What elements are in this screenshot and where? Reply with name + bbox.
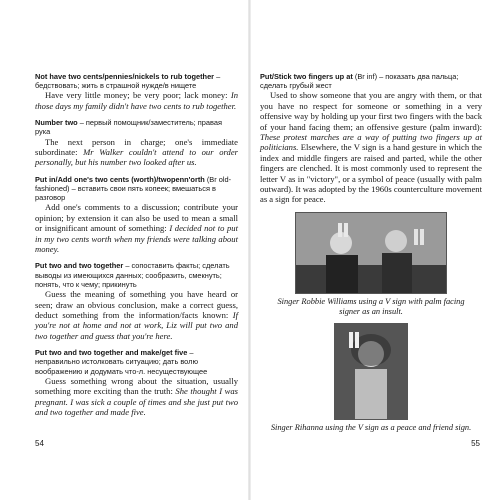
entry-definition-continued: Elsewhere, the V sign is a hand gesture in which the index and middle fingers are raised and parted, while the other fingers are clenched. It is most commonly used to represent the letter V as in "victory", or a symbol of peace (usually with palm outward). It was adopted by the 1960s counterculture movement as a sign for peace. (260, 142, 482, 205)
photo-caption: Singer Rihanna using the V sign as a peace and friend sign. (270, 422, 472, 432)
photo-rihanna (334, 323, 408, 420)
entry-example: These protest marches are a way of putting two fingers up at politicians. (260, 132, 482, 153)
entry-definition: Guess the meaning of something you have heard or seen; draw an obvious conclusion, make a correct guess, deduct something from the information/facts known: (35, 289, 238, 320)
photo-icon (296, 213, 446, 293)
dictionary-entry (260, 72, 482, 205)
entry-definition: Guess something wrong about the situation, usually something more exciting than the truth: (35, 375, 238, 397)
entry-headword: Put two and two together and make/get five (35, 348, 188, 358)
entry-definition: Used to show someone that you are angry with them, or that you have no respect for someone or something in a very offensive way by holding up your first two fingers with the back of your hand facing them; an offensive gesture (palm inward): (260, 90, 482, 132)
entry-headword: Put/Stick two fingers up at (260, 72, 353, 81)
entry-example: In those days my family didn't have two cents to rub together. (35, 90, 238, 111)
entry-definition: Add one's comments to a discussion; contribute your opinion; by extension it can also be used to mean a small or insignificant amount of something: (35, 202, 238, 234)
entry-headword: Put in/Add one's two cents (worth)/twopenn'orth (35, 174, 205, 184)
dictionary-entry (35, 72, 238, 111)
entry-translation: (Br old-fashioned) – вставить свои пять копеек; вмешаться в разговор (35, 174, 232, 203)
dictionary-entry (35, 175, 238, 255)
photo-robbie-williams (295, 212, 447, 294)
entry-translation: – бедствовать; жить в страшной нужде/в нищете (35, 72, 221, 91)
entry-definition: Have very little money; be very poor; lack money: (45, 90, 231, 101)
entry-example: If you're not at home and not at work, Liz will put two and two together and guess that you're here. (35, 309, 238, 341)
entry-translation: – неправильно истолковать ситуацию; дать волю воображению и додумать что-л. несуществующее (35, 348, 208, 376)
entry-headword: Put two and two together (35, 261, 124, 271)
entry-example: She thought I was pregnant. I was sick a couple of times and she just put two and two together and made five. (35, 386, 238, 417)
entry-definition: The next person in charge; one's immediate subordinate: (35, 136, 238, 158)
entry-translation: – сопоставить факты; сделать выводы из имеющихся данных; сообразить, смекнуть; понять, что к чему; прикинуть (35, 261, 230, 289)
page-number: 55 (471, 439, 480, 448)
dictionary-entry (35, 348, 238, 417)
entry-headword: Not have two cents/pennies/nickels to rub together (35, 72, 215, 81)
dictionary-entry (35, 118, 238, 168)
entry-example: Mr Walker couldn't attend to our order personally, but his number two looked after us. (35, 147, 238, 168)
photo-caption: Singer Robbie Williams using a V sign with palm facing signer as an insult. (277, 296, 465, 316)
entry-example: I decided not to put in my two cents worth when my friends were talking about money. (35, 223, 238, 255)
entry-headword: Number two (35, 118, 78, 128)
page-number: 54 (35, 439, 44, 448)
entry-translation: (Br inf) – показать два пальца; сделать грубый жест (260, 72, 459, 91)
right-page (250, 0, 500, 500)
dictionary-entry (35, 261, 238, 341)
entry-translation: – первый помощник/заместитель; правая рука (35, 118, 222, 137)
photo-icon (335, 324, 407, 419)
